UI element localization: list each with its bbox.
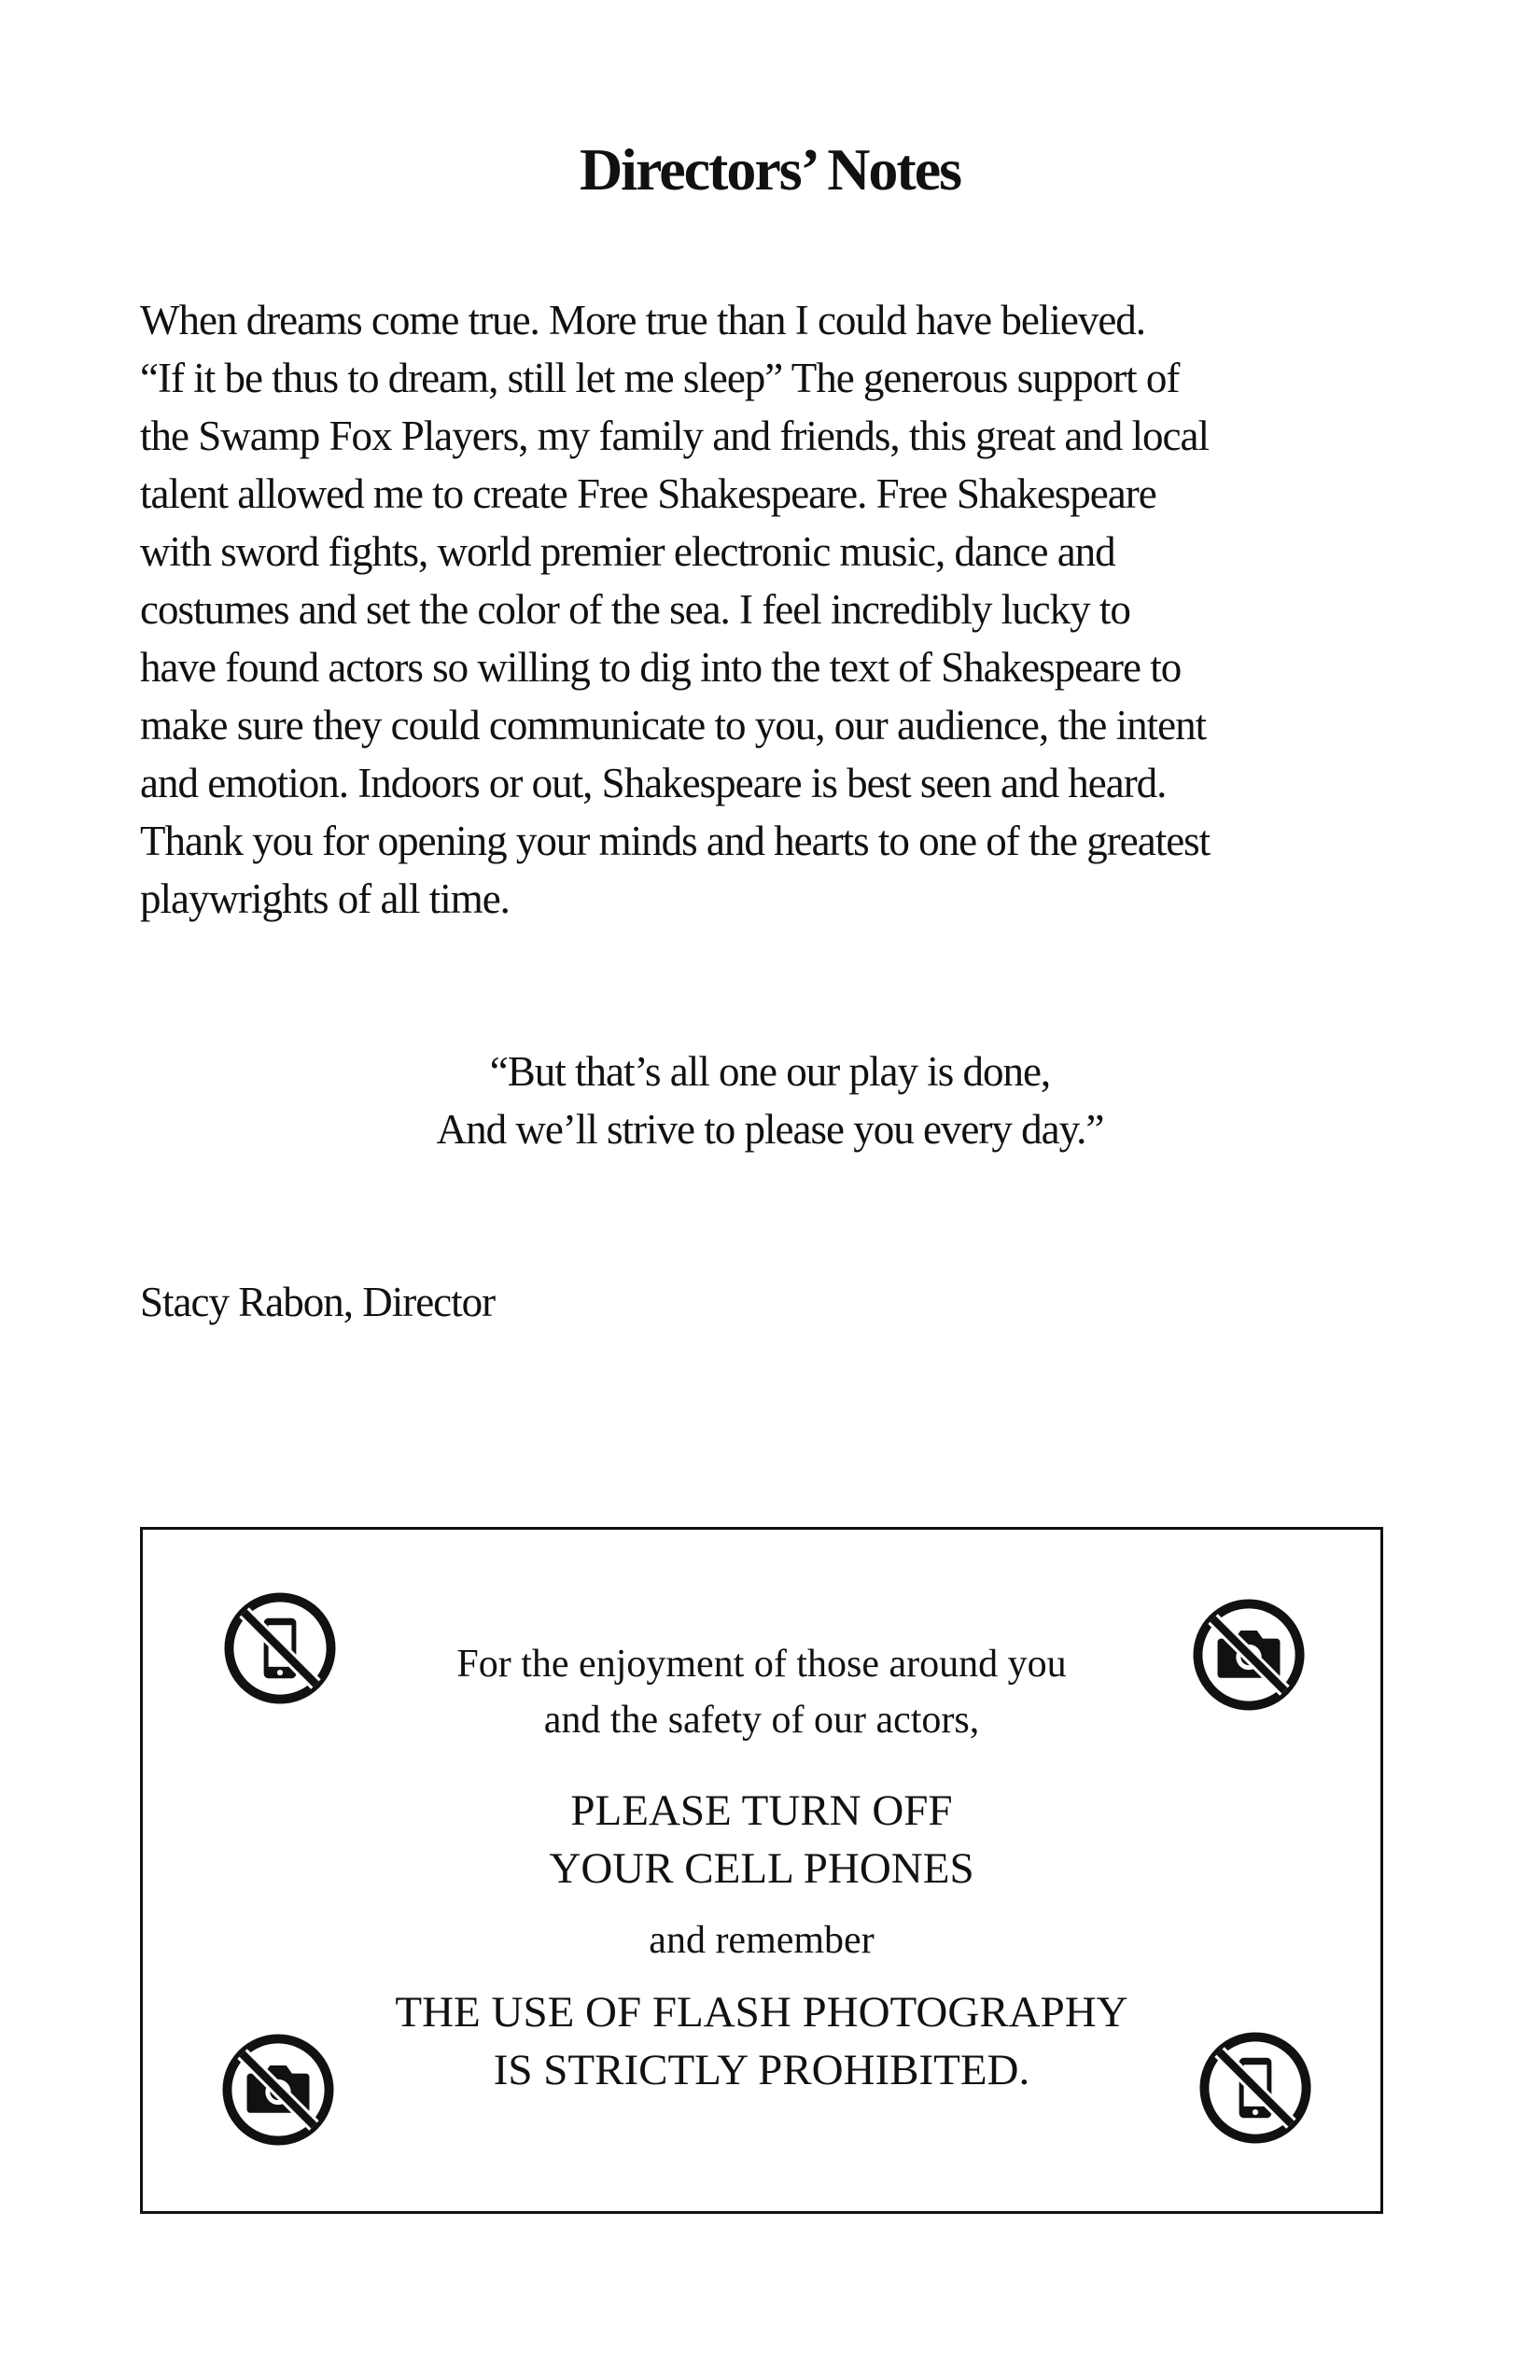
quote-line: And we’ll strive to please you every day.” [436, 1106, 1104, 1153]
cell-phone-notice [143, 1782, 1380, 1897]
body-line: make sure they could communicate to you, our audience, the intent [140, 702, 1207, 749]
body-line: have found actors so willing to dig into the text of Shakespeare to [140, 644, 1182, 691]
flash-notice-line: THE USE OF FLASH PHOTOGRAPHY [395, 1988, 1128, 2037]
body-line: and emotion. Indoors or out, Shakespeare is best seen and heard. [140, 760, 1167, 806]
body-line: talent allowed me to create Free Shakespeare. Free Shakespeare [140, 470, 1156, 517]
body-line: Thank you for opening your minds and hearts to one of the greatest [140, 818, 1211, 864]
quote-line: “But that’s all one our play is done, [489, 1048, 1051, 1095]
notice-intro [143, 1636, 1380, 1748]
remember-text: and remember [649, 1919, 875, 1962]
directors-note-body [140, 291, 1428, 928]
cell-phone-notice-line: YOUR CELL PHONES [549, 1844, 974, 1893]
body-line: “If it be thus to dream, still let me sleep” The generous support of [140, 355, 1180, 401]
body-line: the Swamp Fox Players, my family and friends, this great and local [140, 413, 1210, 459]
phone-photo-notice-box [140, 1527, 1383, 2214]
cell-phone-notice-line: PLEASE TURN OFF [570, 1786, 953, 1835]
notice-intro-line: For the enjoyment of those around you [456, 1643, 1067, 1686]
body-line: playwrights of all time. [140, 875, 510, 922]
flash-photography-notice [143, 1983, 1380, 2099]
page-title: Directors’ Notes [579, 136, 961, 203]
director-signature: Stacy Rabon, Director [140, 1279, 496, 1325]
body-line: When dreams come true. More true than I could have believed. [140, 297, 1146, 343]
notice-intro-line: and the safety of our actors, [543, 1699, 980, 1742]
body-line: costumes and set the color of the sea. I feel incredibly lucky to [140, 586, 1130, 633]
body-line: with sword fights, world premier electronic music, dance and [140, 528, 1115, 575]
flash-notice-line: IS STRICTLY PROHIBITED. [493, 2046, 1030, 2094]
closing-quote [0, 1043, 1540, 1158]
